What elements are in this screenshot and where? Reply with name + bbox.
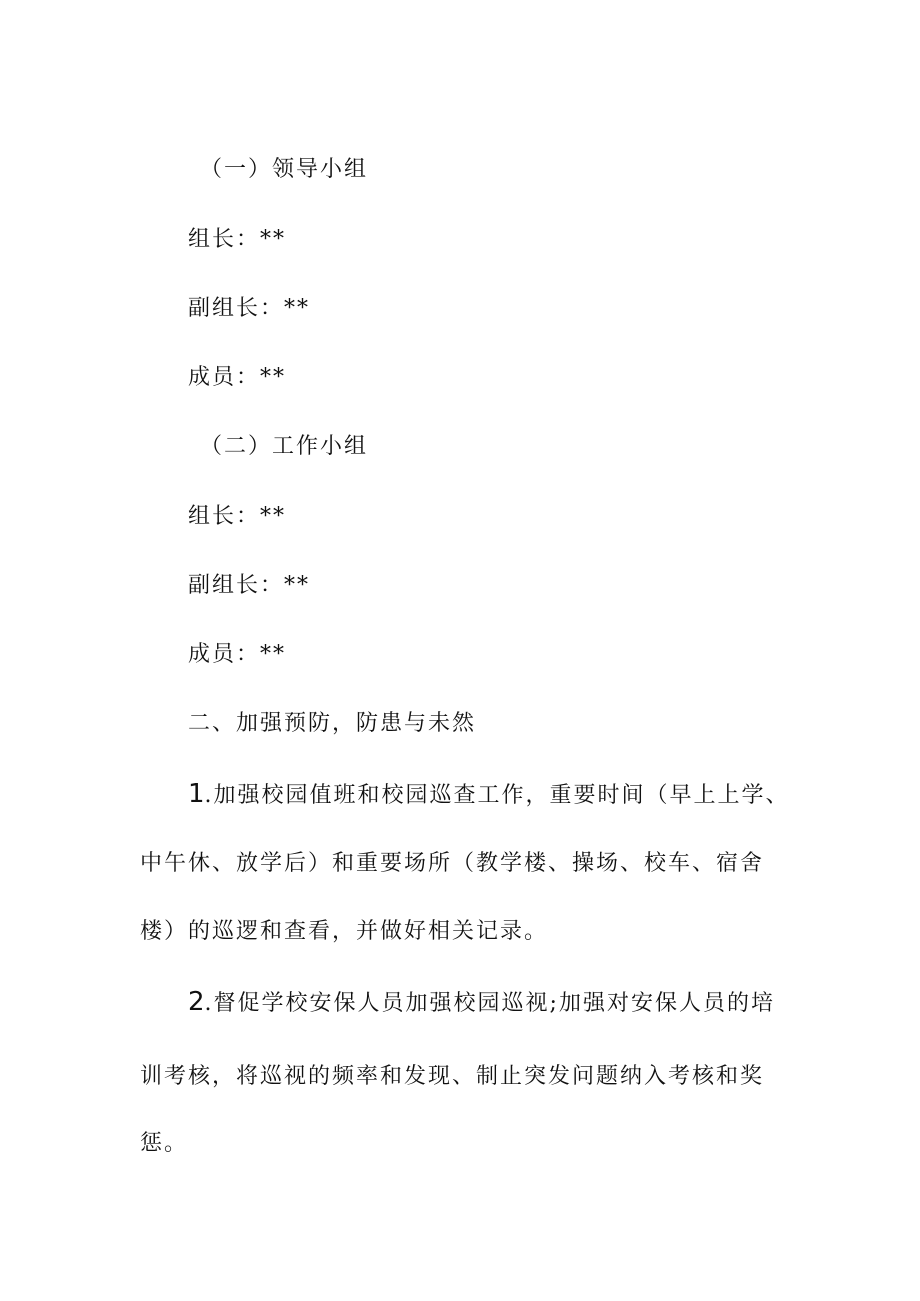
work-group-members: 成员：** (188, 642, 287, 667)
item2-text: .督促学校安保人员加强校园巡视;加强对安保人员的培 (204, 991, 775, 1016)
item2-line1 (188, 988, 775, 1018)
item1-line2: 中午休、放学后）和重要场所（教学楼、操场、校车、宿舍 (140, 851, 765, 876)
item2-line3: 惩。 (140, 1131, 189, 1156)
leader-group-deputy: 副组长：** (188, 296, 311, 321)
leader-group-heading: （一）领导小组 (200, 157, 369, 182)
item1-text: .加强校园值班和校园巡查工作，重要时间（早上上学、 (204, 783, 790, 808)
leader-group-leader: 组长：** (188, 227, 287, 252)
section-two-heading: 二、加强预防，防患与未然 (188, 711, 477, 736)
leader-group-members: 成员：** (188, 365, 287, 390)
item1-line1 (188, 780, 790, 810)
item2-line2: 训考核，将巡视的频率和发现、制止突发问题纳入考核和奖 (140, 1064, 765, 1089)
item2-number: 2 (188, 987, 205, 1017)
item1-number: 1 (188, 779, 205, 809)
work-group-deputy: 副组长：** (188, 573, 311, 598)
item1-line3: 楼）的巡逻和查看，并做好相关记录。 (140, 919, 549, 944)
work-group-heading: （二）工作小组 (200, 434, 369, 459)
work-group-leader: 组长：** (188, 504, 287, 529)
